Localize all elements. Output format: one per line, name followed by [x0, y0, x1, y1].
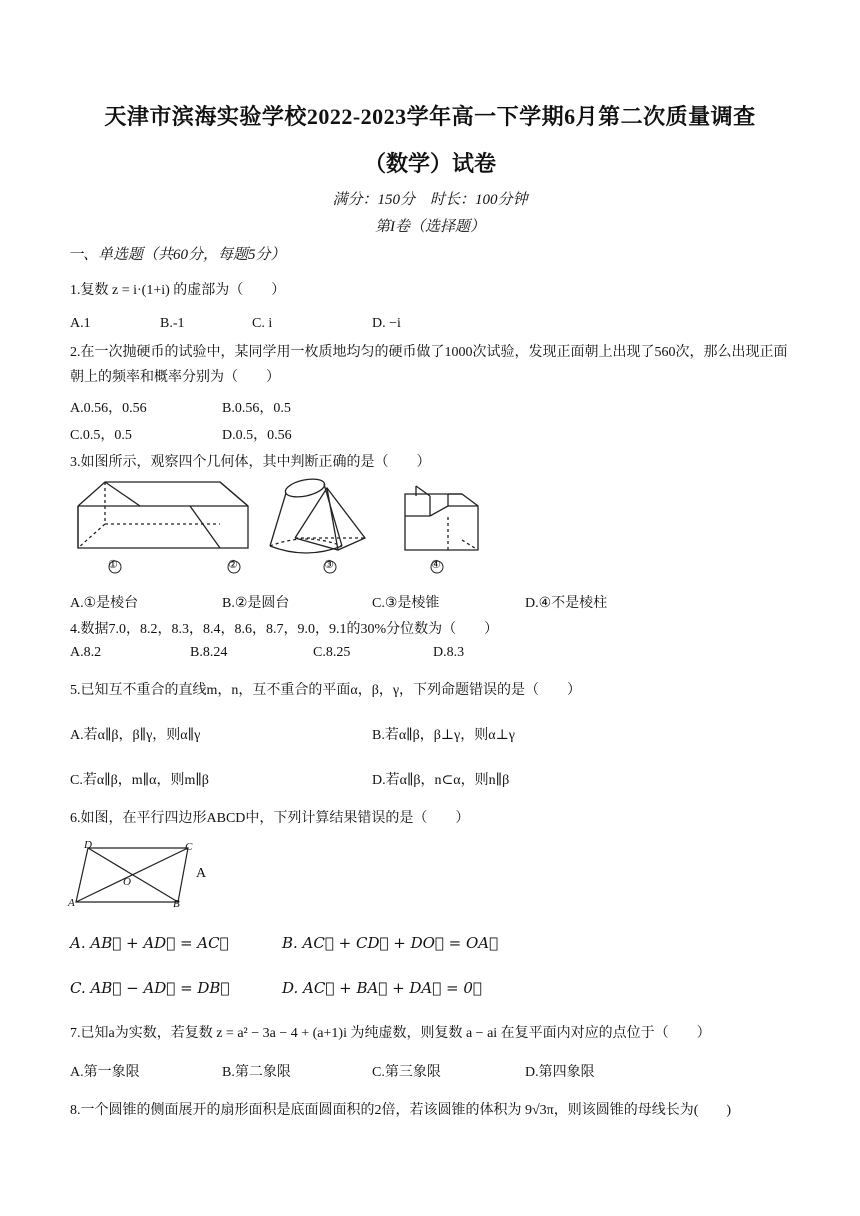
- q3-solids-figure: [70, 476, 490, 576]
- q1-stem: 1.复数 z = i·(1+i) 的虚部为（ ）: [70, 283, 286, 298]
- q6-option-c: C. AB⃗ − AD⃗ = DB⃗: [70, 979, 230, 997]
- volume-title: 第I卷（选择题）: [375, 219, 485, 235]
- q4-option-d: D.8.3: [433, 645, 465, 660]
- q2-option-d: D.0.5，0.56: [222, 428, 292, 443]
- q3-option-b: B.②是圆台: [222, 596, 290, 611]
- q6-option-a: A. AB⃗ + AD⃗ = AC⃗: [70, 934, 229, 952]
- q6-label-a: A: [68, 897, 75, 909]
- q1-option-d: D. −i: [372, 316, 401, 331]
- q6-option-b: B. AC⃗ + CD⃗ + DO⃗ = OA⃗: [282, 934, 499, 952]
- q7-option-d: D.第四象限: [525, 1065, 595, 1080]
- q3-figure-label-3: ③: [324, 559, 334, 571]
- q2-option-a: A.0.56，0.56: [70, 401, 147, 416]
- page-subtitle: （数学）试卷: [363, 151, 496, 176]
- q4-stem: 4.数据7.0，8.2，8.3，8.4，8.6，8.7，9.0，9.1的30%分位数为（ ）: [70, 622, 499, 637]
- q6-label-o: O: [123, 876, 131, 888]
- q3-figure-label-4: ④: [431, 559, 441, 571]
- q5-option-b: B.若α∥β，β⊥γ，则α⊥γ: [372, 728, 515, 743]
- q5-option-c: C.若α∥β，m∥α，则m∥β: [70, 773, 209, 788]
- page-title: 天津市滨海实验学校2022-2023学年高一下学期6月第二次质量调查: [104, 104, 756, 129]
- q7-option-a: A.第一象限: [70, 1065, 140, 1080]
- q3-option-d: D.④不是棱柱: [525, 596, 608, 611]
- q3-figure-label-1: ①: [108, 559, 118, 571]
- q6-option-d: D. AC⃗ + BA⃗ + DA⃗ = 0⃗: [282, 979, 482, 997]
- q2-option-b: B.0.56，0.5: [222, 401, 291, 416]
- q2-stem: 2.在一次抛硬币的试验中，某同学用一枚质地均匀的硬币做了1000次试验，发现正面朝上出现了560次，那么出现正面朝上的频率和概率分别为（ ）: [70, 345, 788, 385]
- q3-stem: 3.如图所示，观察四个几何体，其中判断正确的是（ ）: [70, 455, 431, 470]
- q4-option-a: A.8.2: [70, 645, 102, 660]
- q6-label-d: D: [84, 839, 92, 851]
- q1-option-a: A.1: [70, 316, 91, 331]
- q1-option-c: C. i: [252, 316, 273, 331]
- q7-option-b: B.第二象限: [222, 1065, 291, 1080]
- q8-stem: 8.一个圆锥的侧面展开的扇形面积是底面圆面积的2倍，若该圆锥的体积为 9√3π，则该圆锥的母线长为( ): [70, 1103, 732, 1118]
- q2-option-c: C.0.5，0.5: [70, 428, 132, 443]
- q5-stem: 5.已知互不重合的直线m，n，互不重合的平面α，β，γ，下列命题错误的是（ ）: [70, 683, 582, 698]
- exam-meta: 满分：150分 时长：100分钟: [332, 192, 528, 208]
- q6-label-b: B: [173, 898, 180, 910]
- q6-stem: 6.如图，在平行四边形ABCD中，下列计算结果错误的是（ ）: [70, 811, 470, 826]
- q1-option-b: B.-1: [160, 316, 185, 331]
- q7-stem: 7.已知a为实数，若复数 z = a² − 3a − 4 + (a+1)i 为纯虚数，则复数 a − ai 在复平面内对应的点位于（ ）: [70, 1026, 711, 1041]
- q4-option-c: C.8.25: [313, 645, 351, 660]
- q7-option-c: C.第三象限: [372, 1065, 441, 1080]
- q3-figure-label-2: ②: [228, 559, 238, 571]
- q6-figure-caption: A: [196, 866, 207, 881]
- q5-option-a: A.若α∥β，β∥γ，则α∥γ: [70, 728, 201, 743]
- q4-option-b: B.8.24: [190, 645, 228, 660]
- q6-label-c: C: [185, 841, 193, 853]
- section-heading: 一、单选题（共60分，每题5分）: [68, 247, 286, 263]
- q5-option-d: D.若α∥β，n⊂α，则n∥β: [372, 773, 510, 788]
- q3-option-a: A.①是棱台: [70, 596, 139, 611]
- q3-option-c: C.③是棱锥: [372, 596, 440, 611]
